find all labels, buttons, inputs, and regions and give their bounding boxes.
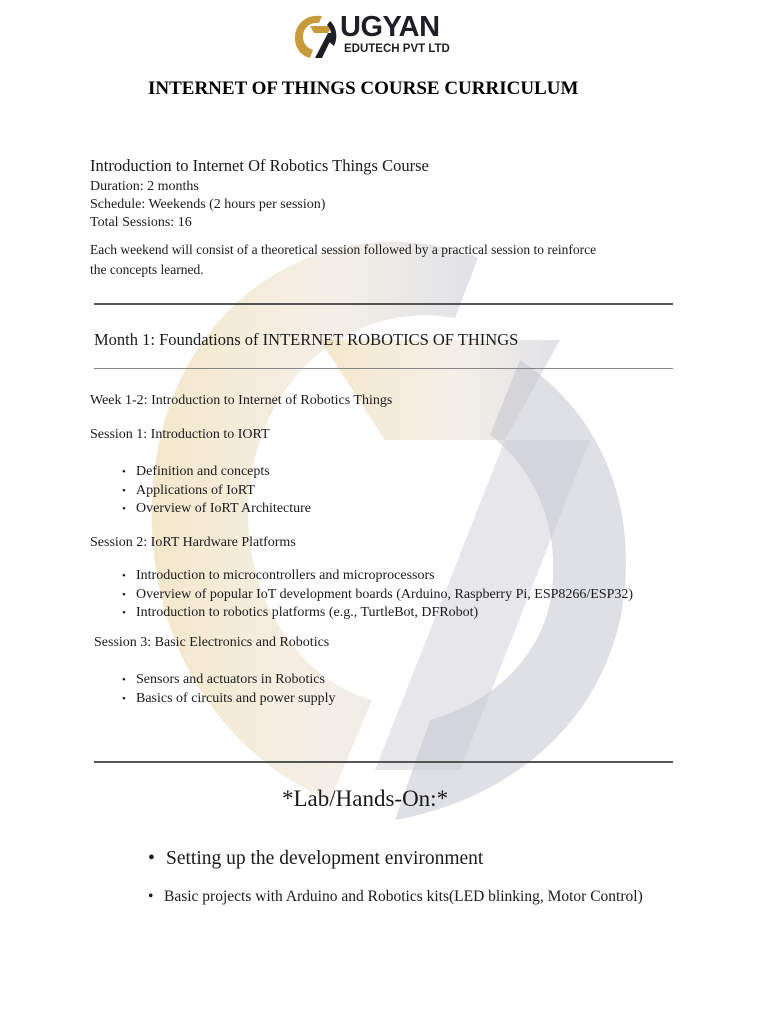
week-title: Week 1-2: Introduction to Internet of Robotics Things: [90, 393, 393, 408]
course-description-line-1: Each weekend will consist of a theoretical session followed by a practical session to reinforce: [90, 242, 597, 257]
lab-heading: *Lab/Hands-On:*: [282, 786, 449, 811]
list-item: • Introduction to robotics platforms (e.g., TurtleBot, DFRobot): [120, 604, 633, 623]
divider: [94, 761, 673, 763]
divider: [94, 303, 673, 305]
course-total-sessions: Total Sessions: 16: [90, 215, 192, 230]
list-item: • Overview of popular IoT development boards (Arduino, Raspberry Pi, ESP8266/ESP32): [120, 586, 633, 605]
brand-logo: [292, 12, 462, 64]
month-title: Month 1: Foundations of INTERNET ROBOTICS OF THINGS: [94, 330, 519, 349]
divider: [94, 368, 673, 369]
list-item: • Sensors and actuators in Robotics: [120, 671, 335, 690]
lab-list: [148, 848, 483, 870]
logo-mark-icon: [292, 12, 338, 60]
list-item: • Setting up the development environment: [148, 848, 483, 870]
list-item: • Basic projects with Arduino and Robotics kits(LED blinking, Motor Control): [148, 888, 643, 906]
session-2-title: Session 2: IoRT Hardware Platforms: [90, 535, 296, 550]
lab-list: [148, 888, 643, 906]
session-1-list: [120, 463, 311, 519]
list-item: • Applications of IoRT: [120, 482, 311, 501]
page-title: INTERNET OF THINGS COURSE CURRICULUM: [148, 78, 579, 99]
brand-subtitle: EDUTECH PVT LTD: [344, 43, 450, 55]
session-2-list: [120, 567, 633, 623]
list-item: • Introduction to microcontrollers and microprocessors: [120, 567, 633, 586]
course-description-line-2: the concepts learned.: [90, 262, 204, 277]
list-item: • Overview of IoRT Architecture: [120, 500, 311, 519]
list-item: • Definition and concepts: [120, 463, 311, 482]
course-title: Introduction to Internet Of Robotics Things Course: [90, 156, 429, 175]
session-3-list: [120, 671, 335, 708]
session-3-title: Session 3: Basic Electronics and Robotics: [94, 635, 330, 650]
course-duration: Duration: 2 months: [90, 179, 199, 194]
list-item: • Basics of circuits and power supply: [120, 690, 335, 709]
session-1-title: Session 1: Introduction to IORT: [90, 427, 270, 442]
brand-name: UGYAN: [340, 11, 440, 43]
course-schedule: Schedule: Weekends (2 hours per session): [90, 197, 326, 212]
